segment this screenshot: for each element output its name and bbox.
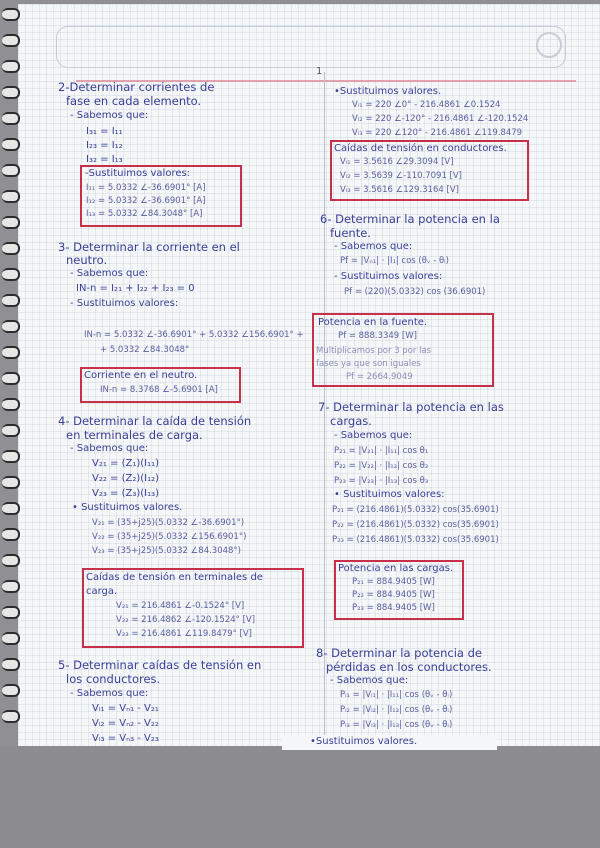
- equation: V₂₃ = (Z₃)(I₁₃): [92, 488, 160, 499]
- equation: IN-n = I₂₁ + I₂₂ + I₂₃ = 0: [76, 283, 195, 294]
- result-value: V₂₁ = 216.4861 ∠-0.1524° [V]: [116, 601, 245, 611]
- known-label: - Sabemos que:: [334, 430, 413, 441]
- equation: Vₗ₃ = Vₙ₃ - V₂₃: [92, 733, 159, 744]
- section-5-heading: 5- Determinar caídas de tensión en: [58, 658, 262, 672]
- ring-icon: [2, 372, 20, 385]
- result-value: Pf = 888.3349 [W]: [338, 331, 417, 341]
- known-label: - Sabemos que:: [70, 110, 149, 121]
- ring-icon: [2, 606, 20, 619]
- ring-icon: [2, 164, 20, 177]
- ring-icon: [2, 8, 20, 21]
- substitute-label: - Sustituimos valores:: [70, 298, 179, 309]
- result-value: I₁₂ = 5.0332 ∠-36.6901° [A]: [86, 196, 206, 206]
- equation: Pₗ₁ = |Vₗ₁| · |I₁₁| cos (θᵥ - θᵢ): [340, 690, 453, 700]
- ring-icon: [2, 138, 20, 151]
- spiral-binding: [0, 0, 20, 740]
- substitute-label: •Sustituimos valores.: [310, 736, 418, 747]
- calculation: P₂₃ = (216.4861)(5.0332) cos(35.6901): [332, 535, 499, 545]
- section-4-heading: 4- Determinar la caída de tensión: [58, 414, 252, 428]
- background-surface: [0, 746, 600, 848]
- equation: Pₗ₃ = |Vₗ₃| · |I₁₃| cos (θᵥ - θᵢ): [340, 720, 453, 730]
- ring-icon: [2, 60, 20, 73]
- result-value: V₂₂ = 216.4862 ∠-120.1524° [V]: [116, 615, 256, 625]
- ring-icon: [2, 242, 20, 255]
- equation: Vₗ₁ = Vₙ₁ - V₂₁: [92, 703, 159, 714]
- page-number: 1: [316, 66, 323, 77]
- notebook-logo-icon: [536, 32, 562, 58]
- ring-icon: [2, 268, 20, 281]
- ring-icon: [2, 216, 20, 229]
- section-8-heading: 8- Determinar la potencia de: [316, 646, 482, 660]
- ring-icon: [2, 112, 20, 125]
- equation: I₃₁ = I₁₁: [86, 126, 123, 137]
- known-label: - Sabemos que:: [70, 443, 149, 454]
- known-label: - Sabemos que:: [70, 688, 149, 699]
- result-label: Caídas de tensión en conductores.: [334, 143, 507, 154]
- calculation: Vₗ₂ = 220 ∠-120° - 216.4861 ∠-120.1524: [352, 114, 529, 124]
- result-label: Potencia en las cargas.: [338, 563, 454, 574]
- substitute-label: - Sustituimos valores:: [334, 271, 443, 282]
- result-label: Corriente en el neutro.: [84, 370, 198, 381]
- result-value: Vₗ₂ = 3.5639 ∠-110.7091 [V]: [340, 171, 462, 181]
- equation: Pf = |Vₙ₁| · |I₁| cos (θᵥ - θᵢ): [340, 256, 450, 266]
- ring-icon: [2, 554, 20, 567]
- section-4-heading-cont: en terminales de carga.: [66, 428, 203, 442]
- equation: I₃₂ = I₁₃: [86, 154, 123, 165]
- equation: I₂₃ = I₁₂: [86, 140, 123, 151]
- ring-icon: [2, 710, 20, 723]
- calculation: P₂₂ = (216.4861)(5.0332) cos(35.6901): [332, 520, 499, 530]
- ring-icon: [2, 294, 20, 307]
- result-value: P₂₂ = 884.9405 [W]: [352, 590, 435, 600]
- ring-icon: [2, 86, 20, 99]
- substitute-label: • Sustituimos valores.: [72, 502, 183, 513]
- calculation: V₂₃ = (35+j25)(5.0332 ∠84.3048°): [92, 546, 241, 556]
- section-2-heading: 2-Determinar corrientes de: [58, 80, 215, 94]
- ring-icon: [2, 528, 20, 541]
- section-5-heading-cont: los conductores.: [66, 672, 161, 686]
- equation: P₂₂ = |V₂₂| · |I₁₂| cos θ₂: [334, 461, 429, 471]
- ring-icon: [2, 320, 20, 333]
- equation: P₂₁ = |V₂₁| · |I₁₁| cos θ₁: [334, 446, 429, 456]
- note-text: Multiplicamos por 3 por las: [316, 346, 432, 356]
- result-value: P₂₁ = 884.9405 [W]: [352, 577, 435, 587]
- section-8-heading-cont: pérdidas en los conductores.: [326, 660, 492, 674]
- ring-icon: [2, 34, 20, 47]
- ring-icon: [2, 398, 20, 411]
- ring-icon: [2, 580, 20, 593]
- substitute-label: • Sustituimos valores:: [334, 489, 445, 500]
- result-label: Potencia en la fuente.: [318, 317, 428, 328]
- section-6-heading: 6- Determinar la potencia en la: [320, 212, 500, 226]
- result-label: carga.: [86, 586, 118, 597]
- substitute-label: •Sustituimos valores.: [334, 86, 442, 97]
- note-text: fases ya que son iguales: [316, 359, 421, 369]
- section-3-heading: 3- Determinar la corriente en el: [58, 240, 240, 254]
- ring-icon: [2, 658, 20, 671]
- result-value: Vₗ₁ = 3.5616 ∠29.3094 [V]: [340, 157, 454, 167]
- result-value: I₁₃ = 5.0332 ∠84.3048° [A]: [86, 209, 203, 219]
- known-label: - Sabemos que:: [330, 675, 409, 686]
- calculation: V₂₁ = (35+j25)(5.0332 ∠-36.6901°): [92, 518, 245, 528]
- known-label: - Sabemos que:: [70, 268, 149, 279]
- ring-icon: [2, 502, 20, 515]
- calculation: Pf = (220)(5.0332) cos (36.6901): [344, 287, 486, 297]
- ring-icon: [2, 424, 20, 437]
- substitute-label: -Sustituimos valores:: [85, 168, 191, 179]
- equation: P₂₃ = |V₂₃| · |I₁₃| cos θ₃: [334, 476, 429, 486]
- page-header-box: [56, 26, 566, 68]
- result-value: I₁₁ = 5.0332 ∠-36.6901° [A]: [86, 183, 206, 193]
- ring-icon: [2, 450, 20, 463]
- section-3-heading-cont: neutro.: [66, 253, 108, 267]
- section-7-heading: 7- Determinar la potencia en las: [318, 400, 504, 414]
- ring-icon: [2, 632, 20, 645]
- result-value: Vₗ₃ = 3.5616 ∠129.3164 [V]: [340, 185, 459, 195]
- section-6-heading-cont: fuente.: [330, 226, 371, 240]
- ring-icon: [2, 346, 20, 359]
- known-label: - Sabemos que:: [334, 241, 413, 252]
- calculation: Vₗ₁ = 220 ∠0° - 216.4861 ∠0.1524: [352, 100, 501, 110]
- equation: V₂₁ = (Z₁)(I₁₁): [92, 458, 160, 469]
- equation: Vₗ₂ = Vₙ₂ - V₂₂: [92, 718, 159, 729]
- calculation: P₂₁ = (216.4861)(5.0332) cos(35.6901): [332, 505, 499, 515]
- result-value: V₂₃ = 216.4861 ∠119.8479° [V]: [116, 629, 252, 639]
- section-7-heading-cont: cargas.: [330, 414, 372, 428]
- ring-icon: [2, 684, 20, 697]
- note-text: Pf = 2664.9049: [346, 372, 413, 382]
- equation: V₂₂ = (Z₂)(I₁₂): [92, 473, 160, 484]
- calculation: V₂₂ = (35+j25)(5.0332 ∠156.6901°): [92, 532, 247, 542]
- calculation: + 5.0332 ∠84.3048°: [100, 345, 190, 355]
- result-value: IN-n = 8.3768 ∠-5.6901 [A]: [100, 385, 218, 395]
- result-label: Caídas de tensión en terminales de: [86, 572, 263, 583]
- ring-icon: [2, 190, 20, 203]
- ring-icon: [2, 476, 20, 489]
- equation: Pₗ₂ = |Vₗ₂| · |I₁₂| cos (θᵥ - θᵢ): [340, 705, 453, 715]
- calculation: Vₗ₃ = 220 ∠120° - 216.4861 ∠119.8479: [352, 128, 523, 138]
- calculation: IN-n = 5.0332 ∠-36.6901° + 5.0332 ∠156.6901° +: [84, 330, 304, 340]
- result-value: P₂₃ = 884.9405 [W]: [352, 603, 435, 613]
- section-2-heading-cont: fase en cada elemento.: [66, 94, 202, 108]
